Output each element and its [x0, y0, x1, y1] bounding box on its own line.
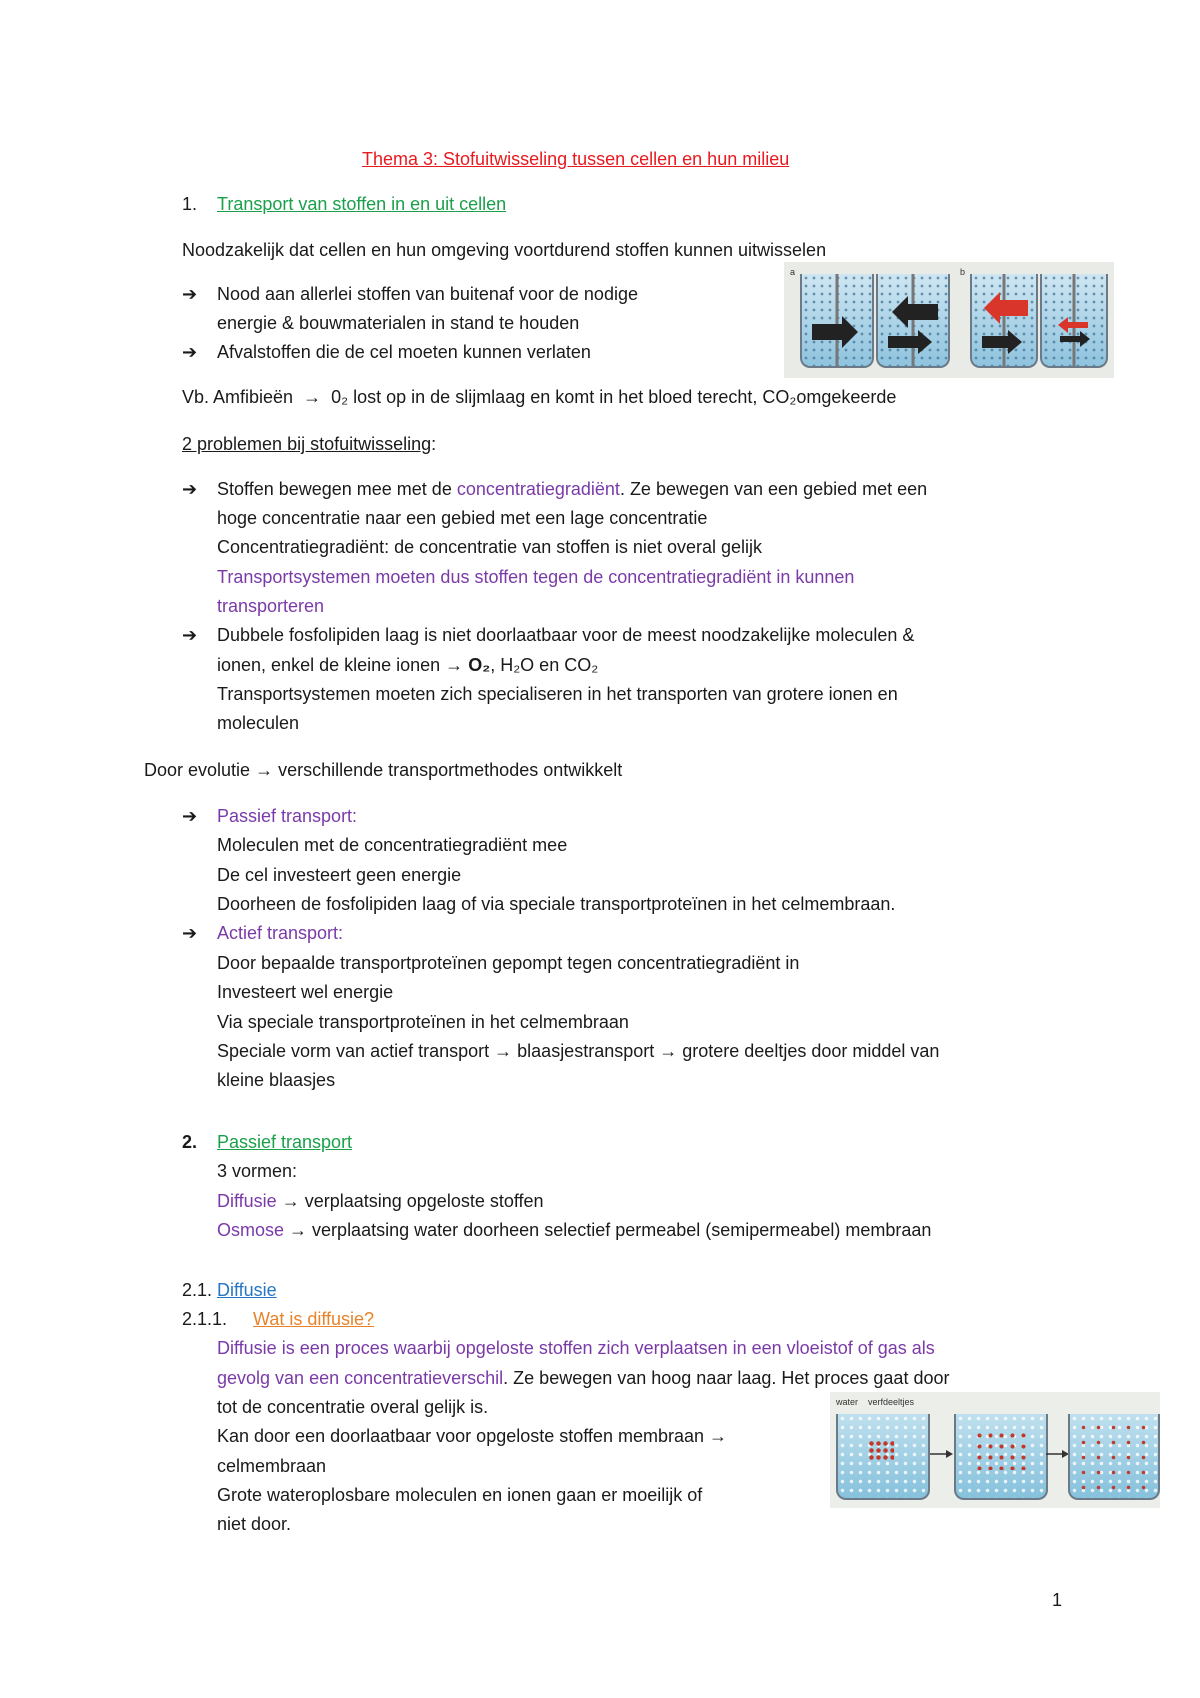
section-2-heading: Passief transport: [217, 1132, 353, 1152]
intro-text: Noodzakelijk dat cellen en hun omgeving voortdurend stoffen kunnen uitwisselen: [182, 240, 827, 260]
active-line5: kleine blaasjes: [217, 1070, 336, 1090]
problem-2-pre: ionen, enkel de kleine ionen: [217, 655, 441, 675]
beaker-1: [800, 274, 874, 368]
section-2-1-1-heading: Wat is diffusie?: [253, 1309, 375, 1329]
evolution-post: verschillende transportmethodes ontwikkelt: [278, 760, 623, 780]
diffusion-text-line2-purple: gevolg van een concentratieverschil: [217, 1368, 504, 1388]
section-2-number: 2.: [182, 1132, 198, 1152]
concentration-gradient-term: concentratiegradiënt: [456, 479, 620, 499]
problem-2-line1: Dubbele fosfolipiden laag is niet doorlaatbaar voor de meest noodzakelijke moleculen &: [217, 625, 915, 645]
diffusion-text-line4-text: Kan door een doorlaatbaar voor opgeloste stoffen membraan: [217, 1426, 704, 1446]
figure-label-b: b: [960, 267, 966, 277]
active-line4-mid: blaasjestransport: [517, 1041, 655, 1061]
figure-label-particles: verfdeeltjes: [868, 1397, 915, 1407]
o2-formula: O₂: [468, 655, 491, 675]
arrow-right-icon: →: [276, 1191, 305, 1211]
diffusion-beaker-1: [836, 1414, 930, 1500]
section-2-line1: 3 vormen:: [217, 1161, 298, 1181]
problem-2-line4: moleculen: [217, 713, 300, 733]
problem-2-molecules: , H₂O en CO₂: [490, 655, 599, 675]
evolution-line: [144, 756, 622, 785]
diffusion-def-line: [217, 1187, 544, 1216]
diffusion-beaker-3: [1068, 1414, 1160, 1500]
arrow-bullet-icon: ➔: [182, 625, 198, 645]
figure-label-a: a: [790, 267, 796, 277]
section-2-1-number: 2.1.: [182, 1280, 213, 1300]
problem-2-line3: Transportsystemen moeten zich specialiseren in het transporten van grotere ionen en: [217, 684, 898, 704]
active-line2: Investeert wel energie: [217, 982, 394, 1002]
problem-1-line5: transporteren: [217, 596, 325, 616]
problem-1-line2: hoge concentratie naar een gebied met een lage concentratie: [217, 508, 708, 528]
arrow-bullet-icon: ➔: [182, 479, 198, 499]
figure-label-water: water: [836, 1397, 859, 1407]
active-heading: Actief transport:: [217, 923, 344, 943]
diffusion-word: Diffusie: [217, 1191, 277, 1211]
bullet-a1-line2: energie & bouwmaterialen in stand te houden: [217, 313, 580, 333]
diffusion-figure: [830, 1392, 1160, 1508]
arrow-right-icon: →: [489, 1041, 518, 1061]
arrow-right-icon: →: [654, 1041, 683, 1061]
problems-heading-text: 2 problemen bij stofuitwisseling: [182, 434, 432, 454]
diffusion-text-line7: niet door.: [217, 1514, 292, 1534]
diffusion-text-line5: celmembraan: [217, 1456, 327, 1476]
osmosis-rest: verplaatsing water doorheen selectief permeabel (semipermeabel) membraan: [312, 1220, 932, 1240]
bullet-a1-line1: Nood aan allerlei stoffen van buitenaf voor de nodige: [217, 284, 638, 304]
example-pre: Vb. Amfibieën: [182, 387, 294, 407]
passive-line3: Doorheen de fosfolipiden laag of via speciale transportproteïnen in het celmembraan.: [217, 894, 896, 914]
diffusion-text-line4: [217, 1422, 727, 1451]
active-line4: [217, 1037, 939, 1066]
diffusion-text-line6: Grote wateroplosbare moleculen en ionen gaan er moeilijk of: [217, 1485, 703, 1505]
passive-line1: Moleculen met de concentratiegradiënt mee: [217, 835, 568, 855]
problem-2-line2: [217, 651, 598, 680]
diffusion-text-line2: [217, 1364, 949, 1393]
diffusion-rest: verplaatsing opgeloste stoffen: [304, 1191, 544, 1211]
section-1-heading: Transport van stoffen in en uit cellen: [217, 194, 507, 214]
problem-1-line4: Transportsystemen moeten dus stoffen tegen de concentratiegradiënt in kunnen: [217, 567, 855, 587]
arrow-right-icon: →: [704, 1426, 728, 1446]
beaker-4: [1040, 274, 1108, 368]
evolution-pre: Door evolutie: [144, 760, 251, 780]
osmosis-word: Osmose: [217, 1220, 285, 1240]
diffusion-text-line1: Diffusie is een proces waarbij opgeloste stoffen zich verplaatsen in een vloeistof of gas als: [217, 1338, 935, 1358]
beaker-3: [970, 274, 1038, 368]
section-2-1-1-number: 2.1.1.: [182, 1309, 228, 1329]
problem-1-line1: [217, 475, 927, 504]
diffusion-text-line2-rest: . Ze bewegen van hoog naar laag. Het proces gaat door: [503, 1368, 950, 1388]
active-line1: Door bepaalde transportproteïnen gepompt tegen concentratiegradiënt in: [217, 953, 800, 973]
section-1-number: 1.: [182, 194, 198, 214]
diffusion-beaker-2: [954, 1414, 1048, 1500]
arrow-bullet-icon: ➔: [182, 806, 198, 826]
bullet-a2: Afvalstoffen die de cel moeten kunnen verlaten: [217, 342, 591, 362]
problem-1-post: . Ze bewegen van een gebied met een: [619, 479, 928, 499]
active-line4-pre: Speciale vorm van actief transport: [217, 1041, 490, 1061]
arrow-right-icon: →: [298, 387, 327, 407]
beaker-2: [876, 274, 950, 368]
problem-1-line3: Concentratiegradiënt: de concentratie van stoffen is niet overal gelijk: [217, 537, 762, 557]
arrow-right-icon: →: [284, 1220, 313, 1240]
section-2-1-heading: Diffusie: [217, 1280, 277, 1300]
active-line4-post: grotere deeltjes door middel van: [682, 1041, 940, 1061]
arrow-right-icon: →: [250, 760, 279, 780]
arrow-bullet-icon: ➔: [182, 284, 198, 304]
diffusion-text-line3: tot de concentratie overal gelijk is.: [217, 1397, 489, 1417]
passive-line2: De cel investeert geen energie: [217, 865, 462, 885]
example-line: [182, 383, 896, 412]
problems-heading: [182, 430, 436, 459]
page-title: Thema 3: Stofuitwisseling tussen cellen en hun milieu: [362, 149, 790, 169]
arrow-right-icon: →: [440, 655, 469, 675]
problem-1-pre: Stoffen bewegen mee met de: [217, 479, 457, 499]
example-post: 0₂ lost op in de slijmlaag en komt in het bloed terecht, CO₂omgekeerde: [331, 387, 897, 407]
arrow-bullet-icon: ➔: [182, 342, 198, 362]
page-number: 1: [1052, 1590, 1063, 1610]
passive-heading: Passief transport:: [217, 806, 358, 826]
arrow-bullet-icon: ➔: [182, 923, 198, 943]
problems-heading-colon: :: [431, 434, 437, 454]
active-line3: Via speciale transportproteïnen in het celmembraan: [217, 1012, 629, 1032]
membrane-transport-figure: [784, 262, 1114, 378]
osmosis-def-line: [217, 1216, 931, 1245]
